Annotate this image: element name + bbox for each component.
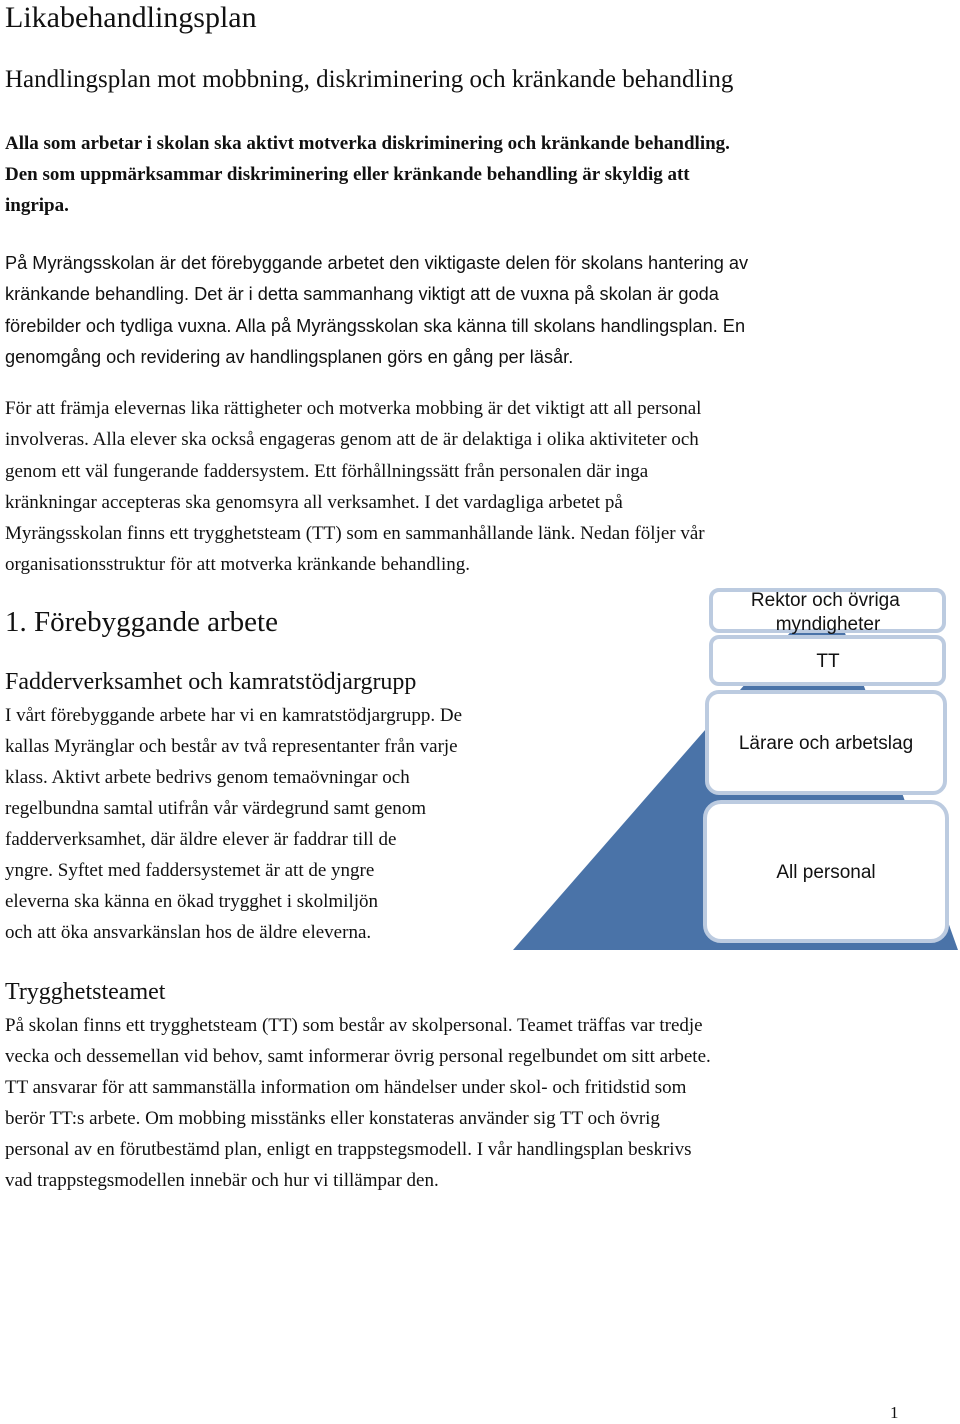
- subheading-trygghetsteam: Trygghetsteamet: [5, 979, 166, 1005]
- paragraph-line: För att främja elevernas lika rättigheter och motverka mobbing är det viktigt att all personal: [5, 398, 702, 419]
- intro-line: Alla som arbetar i skolan ska aktivt motverka diskriminering och kränkande behandling.: [5, 133, 730, 154]
- paragraph-line: klass. Aktivt arbete bedrivs genom temaövningar och: [5, 767, 410, 788]
- paragraph-line: genomgång och revidering av handlingsplanen görs en gång per läsår.: [5, 346, 574, 367]
- paragraph-trygghetsteam: [5, 1010, 905, 1196]
- page-number: 1: [890, 1403, 899, 1422]
- paragraph-line: vecka och dessemellan vid behov, samt informerar övrig personal regelbundet om sitt arbete.: [5, 1046, 711, 1067]
- pyramid-level-rektor-line: Rektor och övriga: [750, 590, 900, 611]
- paragraph-line: och att öka ansvarkänslan hos de äldre eleverna.: [5, 922, 372, 943]
- paragraph-line: eleverna ska känna en ökad trygghet i skolmiljön: [5, 891, 379, 912]
- paragraph-line: förebilder och tydliga vuxna. Alla på Myrängsskolan ska känna till skolans handlingsplan. En: [5, 315, 746, 336]
- paragraph-line: berör TT:s arbete. Om mobbing misstänks eller konstateras använder sig TT och övrig: [5, 1108, 660, 1129]
- paragraph-line: regelbundna samtal utifrån vår värdegrund samt genom: [5, 798, 427, 819]
- pyramid-level-larare-label: Lärare och arbetslag: [738, 733, 914, 754]
- paragraph-line: personal av en förutbestämd plan, enligt en trappstegsmodell. I vår handlingsplan beskrivs: [5, 1139, 692, 1160]
- intro-line: ingripa.: [5, 195, 69, 216]
- paragraph-line: På skolan finns ett trygghetsteam (TT) som består av skolpersonal. Teamet träffas var tredje: [5, 1015, 703, 1036]
- paragraph-line: I vårt förebyggande arbete har vi en kamratstödjargrupp. De: [5, 705, 463, 726]
- paragraph-line: Myrängsskolan finns ett trygghetsteam (TT) som en sammanhållande länk. Nedan följer vår: [5, 523, 705, 545]
- paragraph-line: organisationsstruktur för att motverka kränkande behandling.: [5, 554, 471, 576]
- intro-line: Den som uppmärksammar diskriminering eller kränkande behandling är skyldig att: [5, 164, 690, 185]
- section-heading-prevention: 1. Förebyggande arbete: [5, 606, 278, 638]
- pyramid-level-tt-label: TT: [816, 651, 840, 672]
- paragraph-line: genom ett väl fungerande faddersystem. Ett förhållningssätt från personalen där inga: [5, 460, 649, 482]
- paragraph-line: kallas Myränglar och består av två representanter från varje: [5, 736, 458, 757]
- paragraph-line: vad trappstegsmodellen innebär och hur vi tillämpar den.: [5, 1170, 439, 1191]
- paragraph-line: På Myrängsskolan är det förebyggande arbetet den viktigaste delen för skolans hantering av: [5, 253, 749, 273]
- paragraph-line: kränkningar accepteras ska genomsyra all verksamhet. I det vardagliga arbetet på: [5, 491, 623, 513]
- document-subtitle: Handlingsplan mot mobbning, diskriminering och kränkande behandling: [5, 66, 734, 93]
- pyramid-level-all-personal-label: All personal: [776, 862, 876, 883]
- paragraph-line: involveras. Alla elever ska också engageras genom att de är delaktiga i olika aktiviteter och: [5, 429, 699, 451]
- paragraph-line: kränkande behandling. Det är i detta sammanhang viktigt att de vuxna på skolan är goda: [5, 284, 719, 305]
- pyramid-level-rektor-line: myndigheter: [775, 614, 881, 635]
- paragraph-line: yngre. Syftet med faddersystemet är att de yngre: [5, 860, 375, 881]
- subheading-fadder: Fadderverksamhet och kamratstödjargrupp: [5, 669, 417, 695]
- paragraph-line: TT ansvarar för att sammanställa information om händelser under skol- och fritidstid som: [5, 1077, 687, 1098]
- paragraph-line: fadderverksamhet, där äldre elever är faddrar till de: [5, 829, 397, 850]
- page-title: Likabehandlingsplan: [5, 1, 257, 34]
